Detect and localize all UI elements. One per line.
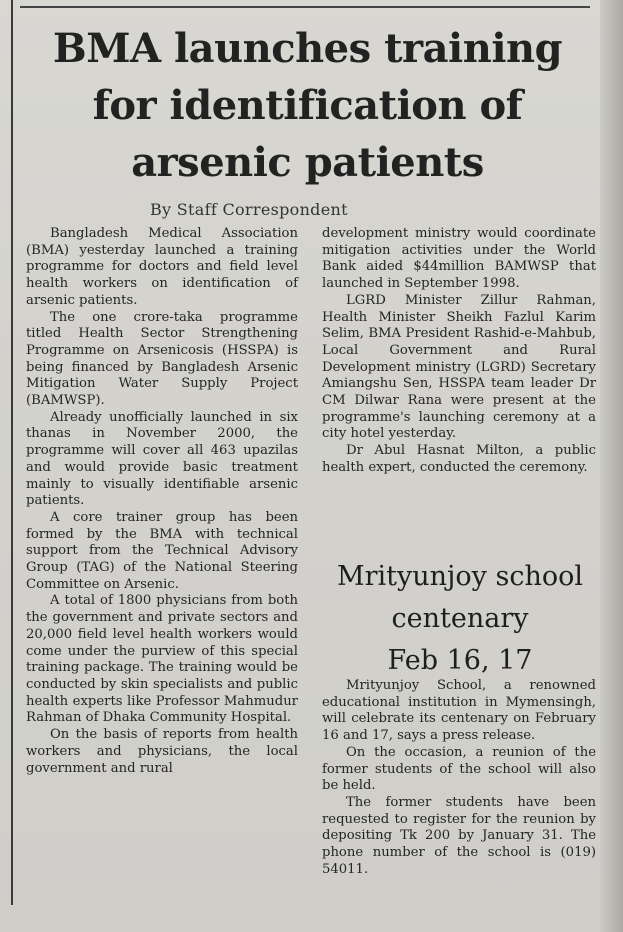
subhead-line-3: Feb 16, 17: [387, 645, 533, 676]
second-article-body: [322, 678, 596, 878]
article-headline: [20, 20, 595, 191]
article-column-right: [322, 226, 596, 477]
paragraph: On the basis of reports from health workers and physicians, the local government and rural: [26, 727, 298, 776]
paragraph: The former students have been requested to register for the reunion by depositing Tk 200 by January 31. The phone number of the school is (019) 54011.: [322, 794, 596, 877]
paragraph: On the occasion, a reunion of the former students of the school will also be held.: [322, 744, 596, 794]
paragraph: LGRD Minister Zillur Rahman, Health Minister Sheikh Fazlul Karim Selim, BMA President Rashid-e-Mahbub, Local Government and Rural Development ministry (LGRD) Secretary Amiangshu Sen, HSSPA team leader Dr CM Dilwar Rana were present at the programme's launching ceremony at a city hotel yesterday.: [322, 292, 596, 442]
paragraph: A core trainer group has been formed by the BMA with technical support from the Technical Advisory Group (TAG) of the National Steering Committee on Arsenic.: [26, 509, 298, 592]
article-column-left: [26, 226, 298, 777]
paragraph: A total of 1800 physicians from both the government and private sectors and 20,000 field level health workers would come under the purview of this special training package. The training would be conducted by skin specialists and public health experts like Professor Mahmudur Rahman of Dhaka Community Hospital.: [26, 593, 298, 726]
headline-line-3: arsenic patients: [131, 139, 484, 186]
paragraph: Already unofficially launched in six thanas in November 2000, the programme will cover all 463 upazilas and would provide basic treatment mainly to visually identifiable arsenic patients.: [26, 409, 298, 509]
second-article-headline: [312, 556, 608, 682]
headline-line-1: BMA launches training: [52, 25, 563, 72]
top-rule: [20, 6, 590, 8]
paragraph-continuation: development ministry would coordinate mitigation activities under the World Bank aided $44million BAMWSP that launched in September 1998.: [322, 226, 596, 292]
paragraph: Dr Abul Hasnat Milton, a public health expert, conducted the ceremony.: [322, 443, 596, 475]
byline: By Staff Correspondent: [150, 200, 348, 219]
paragraph: Bangladesh Medical Association (BMA) yesterday launched a training programme for doctors and field level health workers on identification of arsenic patients.: [26, 226, 298, 308]
headline-line-2: for identification of: [92, 82, 523, 129]
subhead-line-2: centenary: [391, 603, 529, 634]
subhead-line-1: Mrityunjoy school: [336, 561, 584, 592]
paragraph: Mrityunjoy School, a renowned educational institution in Mymensingh, will celebrate its centenary on February 16 and 17, says a press release.: [322, 678, 596, 744]
paragraph: The one crore-taka programme titled Health Sector Strengthening Programme on Arsenicosis (HSSPA) is being financed by Bangladesh Arsenic Mitigation Water Supply Project (BAMWSP).: [26, 309, 298, 409]
column-rule-left: [11, 0, 13, 905]
page-edge-shadow: [600, 0, 623, 932]
